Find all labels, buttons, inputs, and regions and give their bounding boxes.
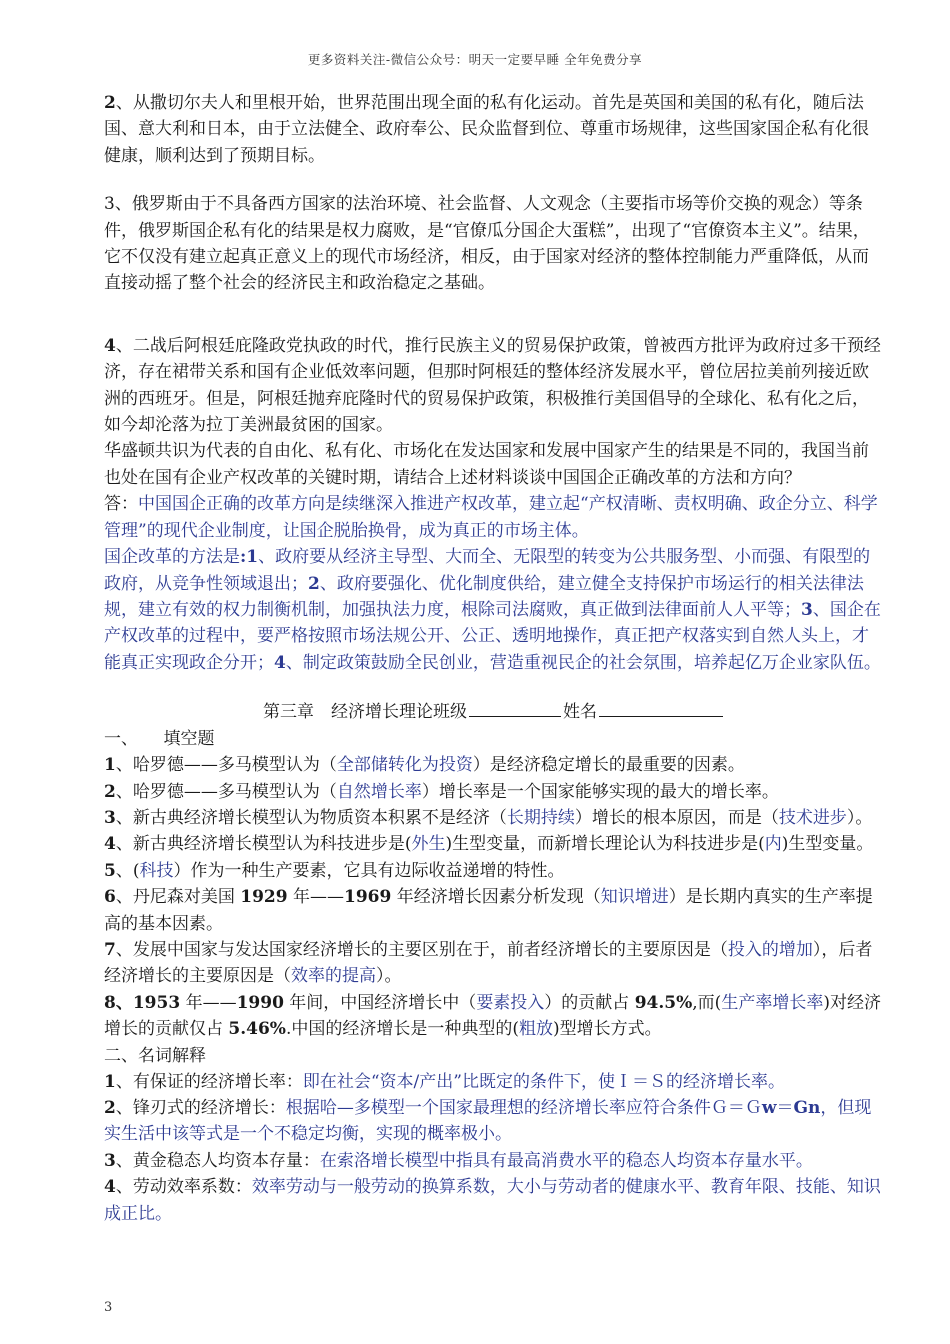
class-blank[interactable]	[469, 699, 561, 717]
fill-item-2: 2、哈罗德——多马模型认为（自然增长率）增长率是一个国家能够实现的最大的增长率。	[104, 781, 779, 802]
material-4: 4、二战后阿根廷庇隆政党执政的时代，推行民族主义的贸易保护政策，曾被西方批评为政府过多干预经济，存在裙带关系和国有企业低效率问题，但那时阿根廷的整体经济发展水平，曾位居拉美前列接近欧洲的西班牙。但是，阿根廷抛弃庇隆时代的贸易保护政策，积极推行美国倡导的全球化、私有化之后，如今却沦落为拉丁美洲最贫困的国家。	[104, 335, 881, 436]
section-fill-blank-heading: 一、 填空题	[104, 729, 215, 750]
term-item-1: 1、有保证的经济增长率：即在社会“资本/产出”比既定的条件下，使Ｉ＝Ｓ的经济增长率。	[104, 1071, 785, 1092]
fill-item-1: 1、哈罗德——多马模型认为（全部储转化为投资）是经济稳定增长的最重要的因素。	[104, 755, 745, 776]
term-item-4: 4、劳动效率系数：效率劳动与一般劳动的换算系数，大小与劳动者的健康水平、教育年限、技能、知识成正比。	[104, 1177, 881, 1224]
fill-item-3: 3、新古典经济增长模型认为物质资本积累不是经济（长期持续）增长的根本原因，而是（技术进步）。	[104, 807, 873, 828]
page-number: 3	[104, 1300, 113, 1315]
document-body	[104, 90, 884, 1227]
fill-item-6: 6、丹尼森对美国 1929 年——1969 年经济增长因素分析发现（知识增进）是长期内真实的生产率提高的基本因素。	[104, 887, 873, 934]
header-note: 更多资料关注-微信公众号：明天一定要早睡 全年免费分享	[307, 52, 643, 67]
item-number: 2	[104, 93, 116, 113]
material-3: 3、俄罗斯由于不具备西方国家的法治环境、社会监督、人文观念（主要指市场等价交换的观念）等条件，俄罗斯国企私有化的结果是权力腐败，是“官僚瓜分国企大蛋糕”，出现了“官僚资本主义”。结果，它不仅没有建立起真正意义上的现代市场经济，相反，由于国家对经济的整体控制能力严重降低，从而直接动摇了整个社会的经济民主和政治稳定之基础。	[104, 194, 870, 294]
fill-item-4: 4、新古典经济增长模型认为科技进步是(外生)生型变量，而新增长理论认为科技进步是(内)生型变量。	[104, 834, 874, 855]
chapter-title: 第三章 经济增长理论班级 姓名	[104, 698, 884, 726]
item-number: 4	[104, 335, 116, 356]
fill-item-5: 5、(科技）作为一种生产要素，它具有边际收益递增的特性。	[104, 860, 565, 881]
material-2: 2、从撒切尔夫人和里根开始，世界范围出现全面的私有化运动。首先是英国和美国的私有化，随后法国、意大利和日本，由于立法健全、政府奉公、民众监督到位、尊重市场规律，这些国家国企私有化很健康，顺利达到了预期目标。	[104, 93, 869, 166]
answer-p2: 国企改革的方法是:1、政府要从经济主导型、大而全、无限型的转变为公共服务型、小而强、有限型的政府，从竞争性领域退出；2、政府要强化、优化制度供给，建立健全支持保护市场运行的相关法律法规，建立有效的权力制衡机制，加强执法力度，根除司法腐败，真正做到法律面前人人平等；3、国企在产权改革的过程中，要严格按照市场法规公开、公正、透明地操作，真正把产权落实到自然人头上，才能真正实现政企分开；4、制定政策鼓励全民创业，营造重视民企的社会氛围，培养起亿万企业家队伍。	[104, 547, 881, 673]
name-blank[interactable]	[599, 699, 723, 717]
section-terms-heading: 二、名词解释	[104, 1045, 206, 1066]
term-item-2: 2、锋刃式的经济增长：根据哈—多模型一个国家最理想的经济增长率应符合条件Ｇ＝Ｇw＝Gn，但现实生活中该等式是一个不稳定均衡，实现的概率极小。	[104, 1098, 872, 1145]
answer-label: 答：	[104, 494, 138, 515]
question: 华盛顿共识为代表的自由化、私有化、市场化在发达国家和发展中国家产生的结果是不同的，我国当前也处在国有企业产权改革的关键时期，请结合上述材料谈谈中国国企正确改革的方法和方向？	[104, 441, 869, 488]
term-item-3: 3、黄金稳态人均资本存量：在索洛增长模型中指具有最高消费水平的稳态人均资本存量水平。	[104, 1150, 813, 1171]
answer-p1: 答：中国国企正确的改革方向是续继深入推进产权改革，建立起“产权清晰、责权明确、政企分立、科学管理”的现代企业制度，让国企脱胎换骨，成为真正的市场主体。	[104, 494, 878, 541]
fill-item-8: 8、1953 年——1990 年间，中国经济增长中（要素投入）的贡献占 94.5%,而(生产率增长率)对经济增长的贡献仅占 5.46%.中国的经济增长是一种典型的(粗放)型增长方式。	[104, 992, 881, 1040]
fill-item-7: 7、发展中国家与发达国家经济增长的主要区别在于，前者经济增长的主要原因是（投入的增加），后者经济增长的主要原因是（效率的提高）。	[104, 939, 873, 987]
